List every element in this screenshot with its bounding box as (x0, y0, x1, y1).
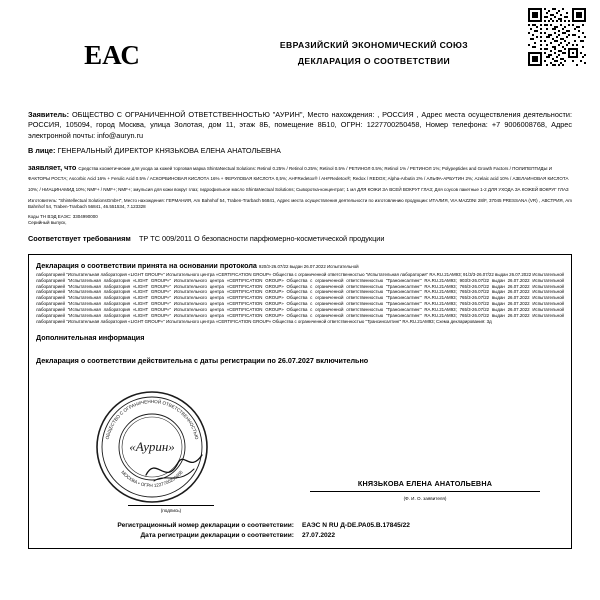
tn-ved-value: 3304990000 (72, 214, 98, 220)
manufacturer-block: Изготовитель: "Shintellectual SolutionsGmbH", Место нахождения: ГЕРМАНИЯ, Am Bahnhof 54, Traben-Trarbach 56841, Адрес места осуществления деятельности по изготовлению продукции: ИТАЛИЯ, VIA MAZZINI 28/F, 37045 PRESSANA (VR) , АВСТРИЯ, Am Bahnhof 54, Traben-Trarbach 56841, 46.551534, 7.123328 (28, 197, 572, 209)
signer-block (310, 479, 540, 501)
signature-area (36, 371, 564, 519)
additional-info-label: Дополнительная информация (36, 333, 145, 343)
registration-footer (36, 521, 564, 541)
reg-date-value: 27.07.2022 (302, 531, 336, 539)
signature-caption-wrap (128, 505, 214, 513)
document-header (28, 40, 572, 98)
union-title: ЕВРАЗИЙСКИЙ ЭКОНОМИЧЕСКИЙ СОЮЗ (279, 40, 469, 50)
document-type-title: ДЕКЛАРАЦИЯ О СООТВЕТСТВИИ (297, 56, 451, 66)
signer-name: КНЯЗЬКОВА ЕЛЕНА АНАТОЛЬЕВНА (357, 478, 493, 488)
conformity-block (28, 234, 572, 244)
reg-number-label: Регистрационный номер декларации о соответствии: (117, 521, 294, 529)
protocol-title (36, 261, 564, 270)
declarant-text: ОБЩЕСТВО С ОГРАНИЧЕННОЙ ОТВЕТСТВЕННОСТЬЮ "АУРИН", Место нахождения: , РОССИЯ , Адрес места осуществления деятельности: РОССИЯ, 105094, город Москва, улица Золотая, дом 11, этаж 8Б, помещение 8Б10, ОГРН: 1227700250458, Номер телефона: +7 9006008768, Адрес электронной почты: info@auryn.ru (28, 110, 572, 140)
reg-number-row (36, 521, 564, 531)
in-face-text: ГЕНЕРАЛЬНЫЙ ДИРЕКТОР КНЯЗЬКОВА ЕЛЕНА АНАТОЛЬЕВНА (57, 146, 281, 156)
page-title (196, 40, 572, 66)
signature-caption: (подпись) (160, 507, 182, 513)
conformity-label: Соответствует требованиям (28, 234, 131, 244)
stamp-center-text: «Аурин» (129, 438, 175, 454)
protocol-box (28, 254, 572, 549)
in-face-block (28, 146, 572, 156)
stamp-bottom-text: МОСКВА • ОГРН 1227700250458 (120, 469, 184, 488)
tn-ved-label: Коды ТН ВЭД ЕАЭС: (28, 214, 72, 220)
eac-mark-text: ЕАС (84, 40, 140, 70)
qr-code (528, 8, 586, 66)
company-stamp (94, 389, 210, 505)
statement-block (28, 163, 572, 194)
reg-date-row (36, 531, 564, 541)
reg-date-label: Дата регистрации декларации о соответствии: (140, 531, 294, 539)
statement-label: заявляет, что (28, 163, 77, 173)
serial-block: Серийный выпуск, (28, 220, 67, 226)
protocol-title-text: Декларация о соответствии принята на основании протокола (36, 260, 257, 270)
company-stamp-graphic (94, 389, 210, 505)
conformity-value: ТР ТС 009/2011 О безопасности парфюмерно-косметической продукции (138, 234, 385, 244)
stamp-top-text: ОБЩЕСТВО С ОГРАНИЧЕННОЙ ОТВЕТСТВЕННОСТЬЮ (104, 398, 200, 440)
reg-number-value: ЕАЭС N RU Д-DE.РА05.В.17845/22 (302, 521, 410, 529)
protocol-meta: 920/3-26.07/22 выдан 26.07.2022 Испытательной (258, 263, 359, 269)
protocol-body: лабораторией "Испытательная лаборатория «LIGHT GROUP»" Испытательного центра «CERTIFICATION GROUP» Общества с ограниченной ответственностью "Испытательная лаборатория" RA.RU.21AM93; 91/3/3-26.07/22 выдан 26.07.2022 Испытательной лабораторией "Испытательная лаборатория «LIGHT GROUP»" Испытательного центра «CERTIFICATION GROUP» Общества с ограниченной ответственностью "Трансинсалтинг" RA.RU.21AM93; 903/3-26.07/22 выдан 26.07.2022 Испытательной лабораторией "Испытательная лаборатория «LIGHT GROUP»" Испытательного центра «CERTIFICATION GROUP» Общества с ограниченной ответственностью "Трансинсалтинг" RA.RU.21AM93; 765/3-26.07/22 выдан 26.07.2022 Испытательной лабораторией "Испытательная лаборатория «LIGHT GROUP»" Испытательного центра «CERTIFICATION GROUP» Общества с ограниченной ответственностью "Трансинсалтинг" RA.RU.21AM93; 765/3-26.07/22 выдан 26.07.2022 Испытательной лабораторией "Испытательная лаборатория «LIGHT GROUP»" Испытательного центра «CERTIFICATION GROUP» Общества с ограниченной ответственностью "Трансинсалтинг" RA.RU.21AM93; 765/3-26.07/22 выдан 26.07.2022 Испытательной лабораторией "Испытательная лаборатория «LIGHT GROUP»" Испытательного центра «CERTIFICATION GROUP» Общества с ограниченной ответственностью "Трансинсалтинг" RA.RU.21AM93; 765/3-26.07/22 выдан 26.07.2022 Испытательной лабораторией "Испытательная лаборатория «LIGHT GROUP»" Испытательного центра «CERTIFICATION GROUP» Общества с ограниченной ответственностью "Трансинсалтинг" RA.RU.21AM93; 765/3-26.07/22 выдан 26.07.2022 Испытательной лабораторией "Испытательная лаборатория «LIGHT GROUP»" Испытательного центра «CERTIFICATION GROUP» Общества с ограниченной ответственностью "Трансинсалтинг" RA.RU.21AM93; 765/3-26.07/22 выдан 26.07.2022 Испытательной лабораторией "Испытательная лаборатория «LIGHT GROUP»" Испытательного центра «CERTIFICATION GROUP» Общества с ограниченной ответственностью "Трансинсалтинг" RA.RU.21AM93; Схема декларирования: 3д (36, 272, 564, 324)
eac-mark (28, 40, 196, 69)
declarant-block (28, 110, 572, 141)
qr-code-graphic (528, 8, 586, 66)
declarant-label: Заявитель: (28, 110, 70, 119)
in-face-label: В лице: (28, 146, 56, 156)
statement-products: Средства косметические для ухода за кожей торговая марка ShintaNectual Solutions: Retinol 0.25% / Retinol 0.25%; Retinol 0.5% / РЕТИНОЛ 0.5%; Retinol 1% / РЕТИНОЛ 1%; Polypeptides and Growth Factors / ПОЛИПЕПТИДЫ И ФАКТОРЫ РОСТА; Ascorbic Acid 16% + Ferulic Acid 0.5% / АСКОРБИНОВАЯ КИСЛОТА 16% + ФЕРУЛОВАЯ КИСЛОТА 0,5%; AHFRedetox® / AHFRedetox®; Redox / REDOX; Alpha-Arbutin 2% / АЛЬФА-АРБУТИН 2%; Azelaic acid 10% / АЗЕЛАИНОВАЯ КИСЛОТА 10%; / НИАЦИНАМИД 10%; NMF+ / NMF+; NMF+; эмульсия для кожи вокруг глаз; гидрофильное масло ShintaNectual Solutions; Сыворотка-концентрат; 1 мл ДЛЯ КОЖИ ЗА ВСЕЙ ВОКРУГ ГЛАЗ; Для соусов пакетные 1-2 ДЛЯ УХОДА ЗА КОЖЕЙ ВОКРУГ ГЛАЗ (28, 166, 569, 192)
validity-text: Декларация о соответствии действительна с даты регистрации по 26.07.2027 включительно (36, 356, 369, 366)
signer-caption: (Ф. И. О. заявителя) (403, 495, 447, 501)
